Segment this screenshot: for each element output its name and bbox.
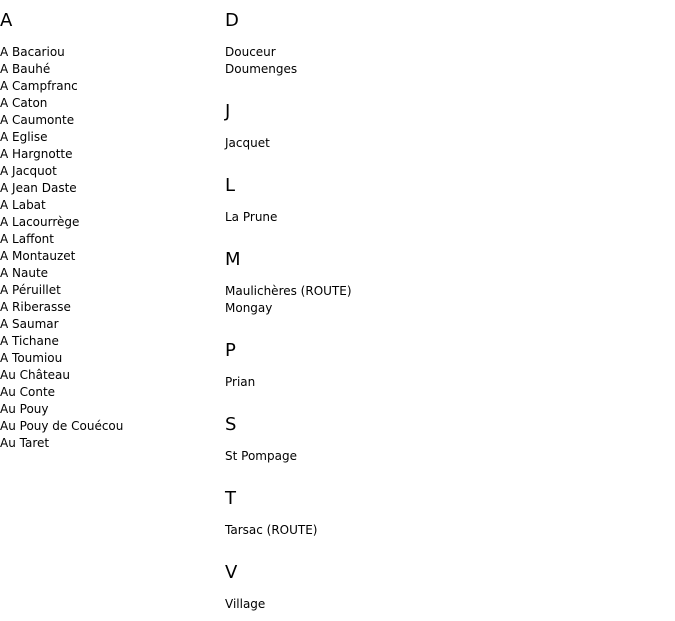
list-item — [0, 418, 220, 435]
list-item — [0, 95, 220, 112]
right-column — [225, 10, 665, 613]
street-name-link[interactable]: A Campfranc — [0, 79, 78, 93]
letter-group-l — [225, 175, 665, 226]
section-letter-heading: J — [225, 101, 231, 122]
street-name-list — [225, 374, 665, 391]
street-name-link[interactable]: A Caumonte — [0, 113, 75, 127]
letter-group-a — [0, 10, 220, 452]
letter-group-j — [225, 101, 665, 152]
street-name-link[interactable]: A Toumiou — [0, 351, 63, 365]
list-item — [225, 44, 665, 61]
street-name-link[interactable]: A Hargnotte — [0, 147, 73, 161]
section-letter-heading: L — [225, 175, 236, 196]
list-item — [0, 384, 220, 401]
street-name-link[interactable]: Au Taret — [0, 436, 50, 450]
section-letter-heading: V — [225, 562, 238, 583]
list-item — [0, 129, 220, 146]
street-name-link[interactable]: Mongay — [225, 301, 273, 315]
street-name-list — [225, 135, 665, 152]
section-letter-heading: M — [225, 249, 241, 270]
list-item — [0, 367, 220, 384]
list-item — [0, 163, 220, 180]
street-name-link[interactable]: Tarsac (ROUTE) — [225, 523, 318, 537]
list-item — [0, 350, 220, 367]
list-item — [0, 78, 220, 95]
letter-group-v — [225, 562, 665, 613]
street-name-link[interactable]: A Tichane — [0, 334, 59, 348]
list-item — [225, 135, 665, 152]
street-name-link[interactable]: La Prune — [225, 210, 278, 224]
list-item — [0, 248, 220, 265]
list-item — [0, 44, 220, 61]
list-item — [225, 596, 665, 613]
street-name-link[interactable]: Doumenges — [225, 62, 298, 76]
list-item — [0, 435, 220, 452]
street-name-link[interactable]: Douceur — [225, 45, 276, 59]
list-item — [225, 448, 665, 465]
street-name-link[interactable]: Prian — [225, 375, 256, 389]
street-name-list — [225, 522, 665, 539]
street-name-link[interactable]: Maulichères (ROUTE) — [225, 284, 352, 298]
street-name-link[interactable]: A Labat — [0, 198, 46, 212]
street-name-link[interactable]: A Jacquot — [0, 164, 57, 178]
section-letter-heading: T — [225, 488, 236, 509]
list-item — [0, 214, 220, 231]
street-name-link[interactable]: A Bauhé — [0, 62, 51, 76]
list-item — [0, 316, 220, 333]
list-item — [0, 112, 220, 129]
street-name-link[interactable]: St Pompage — [225, 449, 297, 463]
list-item — [225, 283, 665, 300]
list-item — [0, 61, 220, 78]
street-name-link[interactable]: A Laffont — [0, 232, 54, 246]
section-letter-heading: A — [0, 10, 13, 31]
street-name-link[interactable]: Au Conte — [0, 385, 56, 399]
list-item — [225, 61, 665, 78]
list-item — [0, 282, 220, 299]
street-name-link[interactable]: Au Château — [0, 368, 71, 382]
street-name-link[interactable]: A Péruillet — [0, 283, 61, 297]
list-item — [225, 300, 665, 317]
list-item — [0, 146, 220, 163]
street-name-list — [225, 448, 665, 465]
letter-group-s — [225, 414, 665, 465]
list-item — [225, 522, 665, 539]
street-name-link[interactable]: Au Pouy — [0, 402, 49, 416]
street-name-link[interactable]: A Eglise — [0, 130, 48, 144]
street-name-link[interactable]: Au Pouy de Couécou — [0, 419, 124, 433]
letter-group-d — [225, 10, 665, 78]
street-name-link[interactable]: A Caton — [0, 96, 48, 110]
street-name-link[interactable]: Jacquet — [225, 136, 270, 150]
street-name-list — [0, 44, 220, 452]
street-name-link[interactable]: Village — [225, 597, 266, 611]
section-letter-heading: D — [225, 10, 239, 31]
street-name-list — [225, 44, 665, 78]
left-column — [0, 10, 220, 452]
letter-group-m — [225, 249, 665, 317]
list-item — [225, 209, 665, 226]
letter-group-p — [225, 340, 665, 391]
list-item — [225, 374, 665, 391]
street-name-link[interactable]: A Bacariou — [0, 45, 65, 59]
street-name-link[interactable]: A Jean Daste — [0, 181, 77, 195]
list-item — [0, 265, 220, 282]
list-item — [0, 299, 220, 316]
street-name-link[interactable]: A Saumar — [0, 317, 59, 331]
list-item — [0, 333, 220, 350]
list-item — [0, 180, 220, 197]
street-name-list — [225, 596, 665, 613]
street-name-link[interactable]: A Riberasse — [0, 300, 71, 314]
street-name-link[interactable]: A Lacourrège — [0, 215, 80, 229]
street-name-link[interactable]: A Montauzet — [0, 249, 76, 263]
section-letter-heading: P — [225, 340, 236, 361]
letter-group-t — [225, 488, 665, 539]
list-item — [0, 401, 220, 418]
section-letter-heading: S — [225, 414, 237, 435]
street-name-list — [225, 209, 665, 226]
street-name-list — [225, 283, 665, 317]
street-name-link[interactable]: A Naute — [0, 266, 49, 280]
list-item — [0, 231, 220, 248]
list-item — [0, 197, 220, 214]
